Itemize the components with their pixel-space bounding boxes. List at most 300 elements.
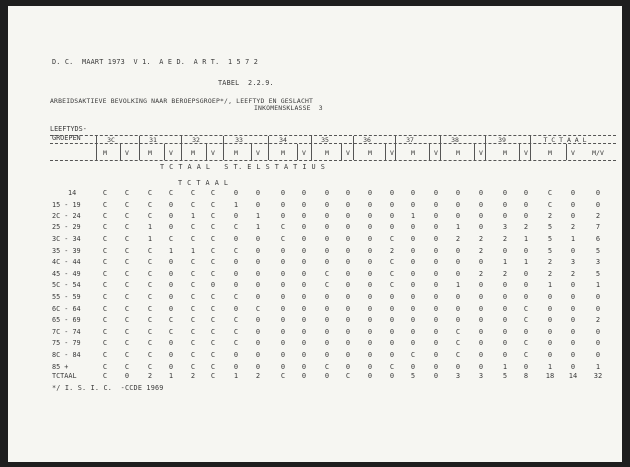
group-header: T C T A A L — [543, 136, 587, 144]
table-cell: 0 — [255, 281, 261, 289]
total-cell: 0 — [124, 372, 130, 380]
table-cell: 0 — [478, 212, 484, 220]
table-cell: 1 — [233, 201, 239, 209]
table-cell: C — [168, 328, 174, 336]
group-header: 3C — [107, 136, 115, 144]
table-cell: 0 — [301, 212, 307, 220]
table-cell: C — [168, 235, 174, 243]
table-cell: C — [190, 235, 196, 243]
table-cell: 2 — [455, 235, 461, 243]
table-cell: 0 — [210, 281, 216, 289]
table-cell: C — [280, 223, 286, 231]
table-cell: 0 — [478, 293, 484, 301]
table-cell: 0 — [595, 351, 601, 359]
table-cell: C — [210, 189, 216, 197]
table-cell: 0 — [324, 201, 330, 209]
table-cell: 1 — [455, 223, 461, 231]
table-cell: 0 — [478, 351, 484, 359]
table-cell: 0 — [367, 270, 373, 278]
table-cell: 0 — [433, 247, 439, 255]
table-cell: 0 — [433, 316, 439, 324]
table-cell: C — [102, 235, 108, 243]
table-cell: C — [147, 201, 153, 209]
table-cell: 0 — [255, 339, 261, 347]
table-cell: 0 — [433, 201, 439, 209]
table-cell: 0 — [345, 305, 351, 313]
table-cell: C — [124, 189, 130, 197]
table-cell: C — [190, 351, 196, 359]
group-header: 37 — [406, 136, 414, 144]
table-cell: C — [210, 235, 216, 243]
table-cell: 0 — [301, 189, 307, 197]
table-cell: C — [210, 363, 216, 371]
table-cell: 0 — [502, 339, 508, 347]
table-cell: 0 — [547, 305, 553, 313]
total-cell: 3 — [455, 372, 461, 380]
table-cell: 0 — [345, 328, 351, 336]
table-cell: C — [324, 363, 330, 371]
table-cell: C — [124, 281, 130, 289]
table-cell: 7 — [595, 223, 601, 231]
table-cell: 0 — [345, 258, 351, 266]
table-cell: C — [147, 339, 153, 347]
table-cell: C — [147, 305, 153, 313]
table-cell: 0 — [345, 270, 351, 278]
table-cell: 0 — [455, 270, 461, 278]
row-label: 5C - 54 — [52, 281, 81, 289]
table-cell: 0 — [280, 189, 286, 197]
table-cell: C — [102, 247, 108, 255]
row-label: 25 - 29 — [52, 223, 81, 231]
table-cell: 0 — [367, 235, 373, 243]
table-cell: C — [410, 351, 416, 359]
table-cell: 1 — [502, 363, 508, 371]
row-label: 75 - 79 — [52, 339, 81, 347]
total-cell: 0 — [389, 372, 395, 380]
table-cell: 1 — [570, 235, 576, 243]
table-cell: 0 — [455, 293, 461, 301]
table-cell: 0 — [389, 351, 395, 359]
table-cell: 0 — [502, 189, 508, 197]
table-cell: 0 — [168, 293, 174, 301]
table-cell: C — [102, 223, 108, 231]
table-cell: 0 — [502, 212, 508, 220]
table-cell: 0 — [255, 201, 261, 209]
table-cell: C — [124, 316, 130, 324]
sex-header: V — [256, 149, 260, 157]
group-header: 39 — [498, 136, 506, 144]
table-cell: 0 — [410, 316, 416, 324]
table-cell: C — [389, 235, 395, 243]
table-cell: C — [523, 316, 529, 324]
table-cell: 0 — [367, 328, 373, 336]
table-cell: 0 — [324, 339, 330, 347]
table-cell: 0 — [233, 235, 239, 243]
table-cell: 0 — [168, 339, 174, 347]
table-cell: 1 — [255, 212, 261, 220]
table-cell: 2 — [547, 258, 553, 266]
sex-header: M — [368, 149, 372, 157]
total-cell: C — [345, 372, 351, 380]
table-cell: 0 — [324, 212, 330, 220]
table-cell: 2 — [570, 223, 576, 231]
table-cell: 0 — [233, 270, 239, 278]
total-cell: C — [280, 372, 286, 380]
table-cell: 5 — [547, 247, 553, 255]
table-cell: C — [233, 339, 239, 347]
table-cell: C — [147, 316, 153, 324]
sex-header: V — [390, 149, 394, 157]
table-cell: 0 — [547, 351, 553, 359]
table-cell: 0 — [367, 316, 373, 324]
table-cell: 0 — [433, 212, 439, 220]
table-cell: C — [255, 305, 261, 313]
table-cell: 0 — [345, 293, 351, 301]
table-cell: 0 — [433, 363, 439, 371]
group-divider — [139, 136, 140, 160]
table-cell: 0 — [570, 201, 576, 209]
table-cell: 0 — [345, 189, 351, 197]
table-cell: C — [389, 281, 395, 289]
sex-header: V — [346, 149, 350, 157]
table-cell: 0 — [455, 258, 461, 266]
table-cell: 0 — [280, 270, 286, 278]
table-cell: 0 — [570, 339, 576, 347]
table-cell: 0 — [410, 363, 416, 371]
table-cell: 0 — [168, 201, 174, 209]
table-cell: 0 — [570, 328, 576, 336]
table-cell: C — [102, 293, 108, 301]
table-cell: C — [124, 201, 130, 209]
table-cell: 0 — [523, 270, 529, 278]
group-header: 35 — [321, 136, 329, 144]
table-cell: 0 — [389, 339, 395, 347]
table-cell: 0 — [502, 316, 508, 324]
group-header: 31 — [149, 136, 157, 144]
table-cell: 0 — [233, 212, 239, 220]
table-cell: 0 — [570, 363, 576, 371]
table-cell: C — [124, 305, 130, 313]
row-label: 55 - 59 — [52, 293, 81, 301]
table-cell: 2 — [389, 247, 395, 255]
table-cell: 0 — [595, 201, 601, 209]
table-cell: 0 — [324, 305, 330, 313]
table-cell: 2 — [595, 212, 601, 220]
table-cell: 2 — [570, 270, 576, 278]
table-cell: C — [102, 189, 108, 197]
table-cell: 0 — [478, 305, 484, 313]
table-cell: 0 — [280, 351, 286, 359]
table-cell: 0 — [280, 339, 286, 347]
table-cell: C — [190, 281, 196, 289]
table-cell: C — [547, 201, 553, 209]
table-cell: C — [124, 258, 130, 266]
table-cell: 0 — [389, 328, 395, 336]
table-cell: C — [210, 212, 216, 220]
total-label: TCTAAL — [52, 372, 77, 380]
table-cell: C — [147, 212, 153, 220]
table-cell: C — [233, 247, 239, 255]
table-cell: 3 — [595, 258, 601, 266]
table-cell: 0 — [367, 247, 373, 255]
table-cell: 0 — [410, 270, 416, 278]
row-label: 6C - 64 — [52, 305, 81, 313]
table-cell: C — [102, 339, 108, 347]
table-cell: 0 — [389, 189, 395, 197]
table-cell: 0 — [280, 328, 286, 336]
table-cell: 0 — [345, 339, 351, 347]
table-cell: C — [168, 316, 174, 324]
table-cell: 0 — [280, 316, 286, 324]
table-cell: 0 — [570, 351, 576, 359]
table-cell: 0 — [168, 212, 174, 220]
total-cell: 18 — [545, 372, 555, 380]
table-cell: 5 — [595, 270, 601, 278]
total-cell: 5 — [502, 372, 508, 380]
table-cell: 0 — [345, 351, 351, 359]
table-cell: 0 — [410, 293, 416, 301]
table-cell: 1 — [190, 247, 196, 255]
total-cell: 14 — [568, 372, 578, 380]
document-reference: D. C. MAART 1973 V 1. A E D. A R T. 1 5 7 2 — [52, 58, 259, 66]
sex-header: V — [479, 149, 483, 157]
table-cell: 0 — [367, 223, 373, 231]
table-number: TABEL 2.2.9. — [218, 79, 274, 87]
table-cell: C — [210, 270, 216, 278]
sex-header: M — [548, 149, 552, 157]
table-cell: 0 — [280, 247, 286, 255]
table-cell: 0 — [280, 281, 286, 289]
table-cell: 0 — [502, 201, 508, 209]
table-cell: 3 — [502, 223, 508, 231]
group-divider — [268, 136, 269, 160]
sex-header: V — [125, 149, 129, 157]
sex-header: M — [325, 149, 329, 157]
total-cell: 8 — [523, 372, 529, 380]
sex-header: V — [524, 149, 528, 157]
table-subtitle: INKOMENSKLASSE 3 — [254, 104, 323, 112]
table-cell: 0 — [410, 328, 416, 336]
table-cell: 0 — [410, 235, 416, 243]
table-cell: C — [210, 339, 216, 347]
table-cell: 0 — [301, 305, 307, 313]
section-label: T C T A A L — [178, 179, 229, 187]
table-cell: 6 — [595, 235, 601, 243]
sex-header: M — [503, 149, 507, 157]
table-cell: C — [280, 235, 286, 243]
region-label: T C T A A L S T. E L S T A T I U S — [160, 163, 326, 171]
table-cell: 0 — [280, 201, 286, 209]
group-divider — [223, 136, 224, 160]
table-cell: C — [147, 281, 153, 289]
table-cell: 0 — [367, 293, 373, 301]
table-cell: 0 — [523, 293, 529, 301]
table-cell: C — [210, 223, 216, 231]
table-rule-top — [50, 135, 616, 136]
table-cell: C — [124, 351, 130, 359]
table-cell: 0 — [345, 247, 351, 255]
table-cell: 0 — [433, 189, 439, 197]
row-label: 35 - 39 — [52, 247, 81, 255]
table-cell: 0 — [255, 363, 261, 371]
row-label: 65 - 69 — [52, 316, 81, 324]
total-cell: 32 — [593, 372, 603, 380]
table-cell: C — [102, 363, 108, 371]
table-cell: 0 — [301, 363, 307, 371]
group-header: 32 — [192, 136, 200, 144]
table-cell: 0 — [433, 293, 439, 301]
table-cell: 0 — [570, 189, 576, 197]
total-cell: 2 — [147, 372, 153, 380]
row-label: 45 - 49 — [52, 270, 81, 278]
table-cell: 0 — [324, 293, 330, 301]
table-cell: C — [389, 363, 395, 371]
sex-header: V — [169, 149, 173, 157]
table-cell: C — [190, 223, 196, 231]
table-cell: C — [190, 328, 196, 336]
table-cell: 0 — [478, 258, 484, 266]
table-cell: 0 — [301, 339, 307, 347]
table-cell: C — [124, 328, 130, 336]
footnote: */ I. S. I. C. -CCDE 1969 — [52, 384, 164, 392]
table-cell: C — [547, 189, 553, 197]
table-cell: 0 — [367, 351, 373, 359]
table-cell: 0 — [595, 328, 601, 336]
table-cell: C — [210, 247, 216, 255]
table-cell: 0 — [301, 316, 307, 324]
table-cell: 1 — [595, 281, 601, 289]
table-cell: 1 — [502, 258, 508, 266]
table-cell: 0 — [478, 201, 484, 209]
table-cell: 2 — [547, 270, 553, 278]
table-cell: C — [210, 328, 216, 336]
sex-header: V — [302, 149, 306, 157]
table-cell: C — [523, 339, 529, 347]
table-cell: 0 — [280, 212, 286, 220]
sex-header: M — [281, 149, 285, 157]
table-cell: C — [124, 293, 130, 301]
table-cell: 0 — [502, 305, 508, 313]
table-cell: 0 — [433, 339, 439, 347]
row-label: 8C - 84 — [52, 351, 81, 359]
table-cell: 0 — [547, 339, 553, 347]
sex-header: V — [211, 149, 215, 157]
total-cell: 2 — [255, 372, 261, 380]
table-cell: C — [102, 328, 108, 336]
table-cell: 0 — [523, 212, 529, 220]
table-cell: 1 — [547, 363, 553, 371]
table-cell: 0 — [301, 235, 307, 243]
table-cell: 0 — [233, 305, 239, 313]
table-cell: 0 — [280, 258, 286, 266]
table-cell: C — [124, 235, 130, 243]
row-label: 15 - 19 — [52, 201, 81, 209]
table-cell: 0 — [433, 351, 439, 359]
table-cell: 0 — [324, 189, 330, 197]
table-cell: 0 — [478, 316, 484, 324]
table-cell: 0 — [433, 270, 439, 278]
table-cell: C — [190, 363, 196, 371]
table-cell: C — [190, 293, 196, 301]
table-cell: 0 — [410, 339, 416, 347]
table-cell: C — [233, 316, 239, 324]
table-cell: C — [147, 351, 153, 359]
table-cell: 0 — [410, 189, 416, 197]
total-cell: 1 — [168, 372, 174, 380]
table-cell: 0 — [301, 223, 307, 231]
total-cell: 0 — [324, 372, 330, 380]
table-cell: C — [147, 247, 153, 255]
table-cell: 2 — [523, 223, 529, 231]
table-cell: 2 — [547, 212, 553, 220]
table-cell: C — [190, 189, 196, 197]
table-cell: 0 — [455, 247, 461, 255]
table-cell: 0 — [168, 223, 174, 231]
table-title: ARBEIDSAKTIEVE BEVOLKING NAAR BEROEPSGROEP*/, LEEFTYD EN GESLACHT — [50, 97, 314, 105]
table-cell: 0 — [367, 258, 373, 266]
row-label: 14 — [68, 189, 77, 197]
table-cell: C — [523, 351, 529, 359]
table-cell: C — [124, 270, 130, 278]
table-cell: 1 — [255, 223, 261, 231]
table-cell: 1 — [547, 281, 553, 289]
table-cell: C — [102, 270, 108, 278]
table-cell: 0 — [367, 281, 373, 289]
table-cell: 0 — [255, 258, 261, 266]
table-cell: 0 — [455, 189, 461, 197]
table-cell: 0 — [478, 189, 484, 197]
table-cell: C — [455, 351, 461, 359]
table-cell: 0 — [324, 351, 330, 359]
table-cell: 0 — [455, 212, 461, 220]
table-cell: 0 — [301, 328, 307, 336]
total-cell: 0 — [433, 372, 439, 380]
table-cell: C — [147, 189, 153, 197]
age-group-header: GROEPEN — [52, 134, 81, 142]
table-cell: C — [102, 316, 108, 324]
table-cell: 0 — [595, 339, 601, 347]
table-cell: 0 — [433, 235, 439, 243]
table-cell: 0 — [410, 305, 416, 313]
table-cell: C — [124, 212, 130, 220]
table-cell: 0 — [478, 328, 484, 336]
table-cell: 0 — [410, 281, 416, 289]
table-cell: 0 — [324, 223, 330, 231]
table-cell: 0 — [547, 293, 553, 301]
sex-header: M — [411, 149, 415, 157]
table-cell: 0 — [255, 270, 261, 278]
table-cell: 0 — [523, 189, 529, 197]
table-cell: C — [324, 270, 330, 278]
table-cell: 0 — [410, 247, 416, 255]
table-cell: 0 — [455, 305, 461, 313]
table-cell: 0 — [502, 328, 508, 336]
table-cell: 0 — [233, 189, 239, 197]
table-cell: 0 — [455, 316, 461, 324]
table-cell: C — [147, 293, 153, 301]
table-cell: 0 — [367, 339, 373, 347]
table-cell: 0 — [324, 328, 330, 336]
table-cell: C — [102, 201, 108, 209]
table-cell: 0 — [280, 363, 286, 371]
table-cell: 0 — [433, 223, 439, 231]
table-cell: 0 — [255, 316, 261, 324]
table-cell: 0 — [168, 281, 174, 289]
table-cell: C — [102, 351, 108, 359]
group-header: 38 — [451, 136, 459, 144]
table-cell: 0 — [570, 293, 576, 301]
table-cell: 0 — [433, 258, 439, 266]
